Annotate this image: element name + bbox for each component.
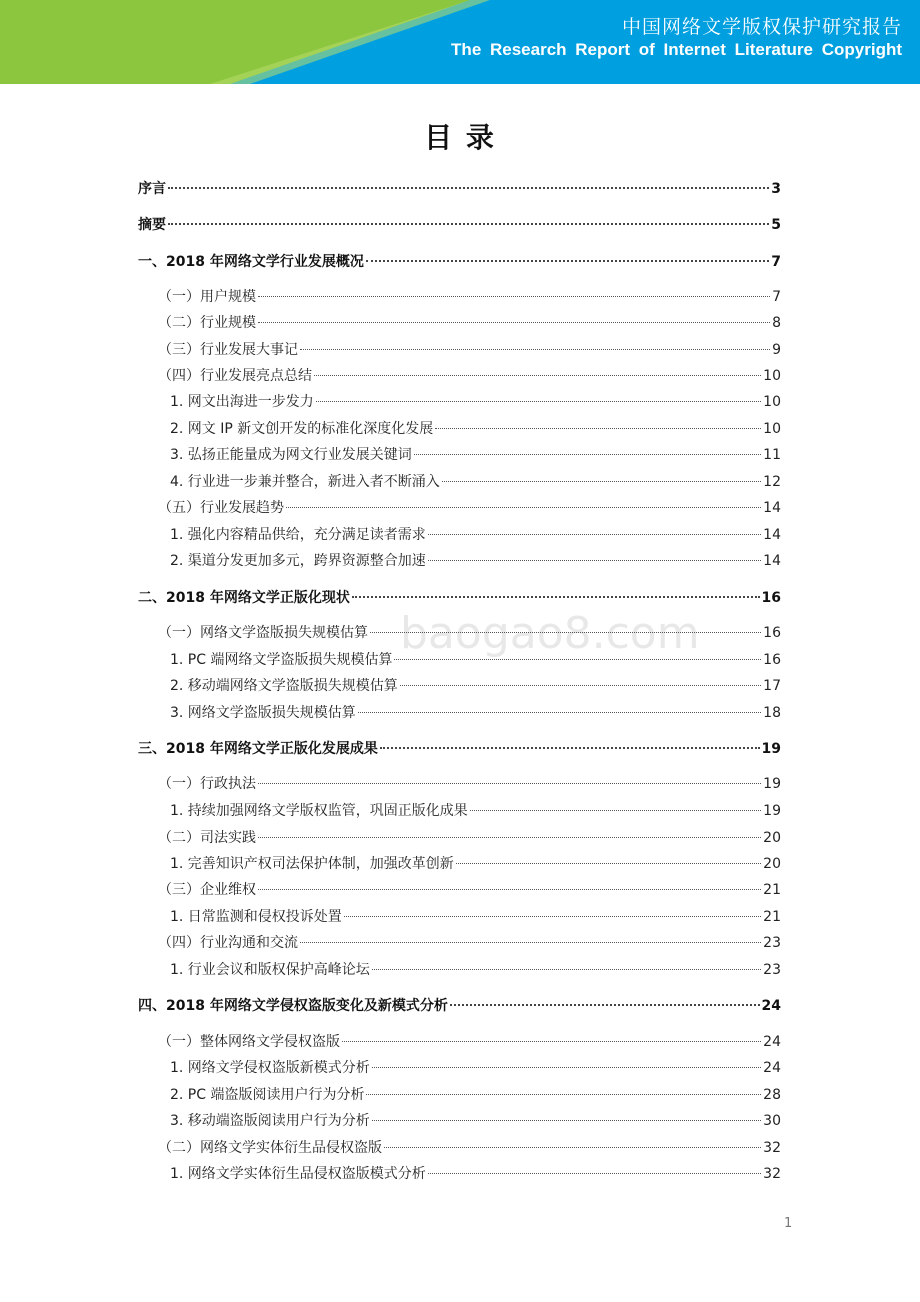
toc-page-number: 8 [772, 315, 781, 331]
toc-title: 二、2018 年网络文学正版化现状 [138, 590, 350, 606]
toc-page-number: 14 [763, 527, 781, 543]
toc-title: （二）司法实践 [158, 830, 256, 846]
toc-title: 一、2018 年网络文学行业发展概况 [138, 254, 364, 270]
toc-leader [352, 595, 760, 598]
toc-page-number: 19 [763, 776, 781, 792]
toc-page-number: 24 [763, 1034, 781, 1050]
toc-item[interactable] [170, 649, 781, 669]
toc-subsection[interactable] [158, 827, 781, 847]
toc-leader [372, 1066, 761, 1068]
toc-leader [300, 348, 770, 350]
toc-page-number: 23 [763, 962, 781, 978]
toc-page-number: 19 [761, 741, 781, 757]
toc-page-number: 16 [763, 625, 781, 641]
toc-title: 序言 [138, 181, 166, 197]
toc-leader [428, 559, 761, 561]
toc-title: 1. 强化内容精品供给，充分满足读者需求 [170, 527, 426, 543]
toc-leader [344, 915, 761, 917]
toc-page-number: 20 [763, 830, 781, 846]
toc-title: 三、2018 年网络文学正版化发展成果 [138, 741, 378, 757]
toc-item[interactable] [170, 959, 781, 979]
toc-leader [380, 746, 760, 749]
toc-leader [428, 533, 761, 535]
toc-title: （二）行业规模 [158, 315, 256, 331]
toc-leader [300, 941, 761, 943]
toc-leader [358, 711, 761, 713]
toc-page-number: 10 [763, 421, 781, 437]
toc-page-number: 21 [763, 909, 781, 925]
toc-page-number: 10 [763, 368, 781, 384]
toc-title: 1. 网文出海进一步发力 [170, 394, 314, 410]
toc-title: 摘要 [138, 217, 166, 233]
toc-title: 1. 网络文学实体衍生品侵权盗版模式分析 [170, 1166, 426, 1182]
page-title: 目 录 [424, 121, 496, 154]
toc-title: 1. 日常监测和侵权投诉处置 [170, 909, 342, 925]
toc-page-number: 3 [771, 181, 781, 197]
header-title-cn: 中国网络文学版权保护研究报告 [621, 16, 902, 38]
toc-page-number: 20 [763, 856, 781, 872]
toc-page-number: 32 [763, 1166, 781, 1182]
toc-leader [168, 186, 769, 189]
toc-subsection[interactable] [158, 773, 781, 793]
toc-title: （三）行业发展大事记 [158, 342, 298, 358]
toc-subsection[interactable] [158, 339, 781, 359]
toc-section[interactable] [138, 251, 781, 271]
toc-leader [470, 809, 761, 811]
toc-page-number: 11 [763, 447, 781, 463]
toc-subsection[interactable] [158, 312, 781, 332]
toc-leader [428, 1172, 761, 1174]
toc-title: 四、2018 年网络文学侵权盗版变化及新模式分析 [138, 998, 448, 1014]
toc-title: （四）行业发展亮点总结 [158, 368, 312, 384]
toc-leader [384, 1146, 761, 1148]
toc-page-number: 10 [763, 394, 781, 410]
toc-page-number: 30 [763, 1113, 781, 1129]
toc-leader [258, 321, 770, 323]
toc-title: （四）行业沟通和交流 [158, 935, 298, 951]
toc-item[interactable] [170, 1084, 781, 1104]
toc-section[interactable] [138, 214, 781, 234]
toc-title: （一）用户规模 [158, 289, 256, 305]
toc-title: 1. 行业会议和版权保护高峰论坛 [170, 962, 370, 978]
toc-item[interactable] [170, 524, 781, 544]
toc-page-number: 19 [763, 803, 781, 819]
toc-leader [286, 506, 761, 508]
toc-section[interactable] [138, 587, 781, 607]
toc-subsection[interactable] [158, 365, 781, 385]
toc-section[interactable] [138, 738, 781, 758]
toc-page-number: 14 [763, 500, 781, 516]
toc-item[interactable] [170, 1163, 781, 1183]
toc-title: 2. PC 端盗版阅读用户行为分析 [170, 1087, 365, 1103]
toc-leader [442, 480, 761, 482]
toc-page-number: 17 [763, 678, 781, 694]
toc-page-number: 24 [761, 998, 781, 1014]
toc-leader [258, 836, 761, 838]
toc-subsection[interactable] [158, 622, 781, 642]
toc-item[interactable] [170, 471, 781, 491]
toc-leader [394, 658, 761, 660]
toc-title: （三）企业维权 [158, 882, 256, 898]
toc-item[interactable] [170, 702, 781, 722]
toc-page-number: 18 [763, 705, 781, 721]
toc-page-number: 12 [763, 474, 781, 490]
toc-item[interactable] [170, 675, 781, 695]
toc-section[interactable] [138, 178, 781, 198]
toc-page-number: 16 [761, 590, 781, 606]
toc-leader [372, 968, 761, 970]
toc-page-number: 28 [763, 1087, 781, 1103]
toc-leader [258, 295, 770, 297]
toc-leader [258, 888, 761, 890]
toc-title: 3. 移动端盗版阅读用户行为分析 [170, 1113, 370, 1129]
toc-leader [370, 631, 761, 633]
toc-item[interactable] [170, 550, 781, 570]
toc-title: 1. 网络文学侵权盗版新模式分析 [170, 1060, 370, 1076]
toc-title: 2. 移动端网络文学盗版损失规模估算 [170, 678, 398, 694]
toc-title: （一）行政执法 [158, 776, 256, 792]
toc-subsection[interactable] [158, 497, 781, 517]
toc-leader [456, 862, 761, 864]
toc-leader [342, 1040, 761, 1042]
toc-item[interactable] [170, 1110, 781, 1130]
toc-item[interactable] [170, 1057, 781, 1077]
toc-page-number: 32 [763, 1140, 781, 1156]
toc-title: 3. 弘扬正能量成为网文行业发展关键词 [170, 447, 412, 463]
toc-page-number: 24 [763, 1060, 781, 1076]
toc-leader [400, 684, 761, 686]
toc-subsection[interactable] [158, 932, 781, 952]
toc-section[interactable] [138, 995, 781, 1015]
toc-item[interactable] [170, 444, 781, 464]
toc-subsection[interactable] [158, 286, 781, 306]
toc-page-number: 14 [763, 553, 781, 569]
toc-leader [435, 427, 761, 429]
toc-title: 1. 持续加强网络文学版权监管，巩固正版化成果 [170, 803, 468, 819]
toc-item[interactable] [170, 853, 781, 873]
toc-page-number: 16 [763, 652, 781, 668]
toc-leader [414, 453, 761, 455]
toc-leader [258, 782, 761, 784]
toc-leader [366, 259, 769, 262]
toc-subsection[interactable] [158, 1137, 781, 1157]
page-number: 1 [784, 1216, 793, 1231]
toc-subsection[interactable] [158, 879, 781, 899]
toc-title: （一）网络文学盗版损失规模估算 [158, 625, 368, 641]
toc-page-number: 23 [763, 935, 781, 951]
toc-item[interactable] [170, 906, 781, 926]
toc-page-number: 7 [771, 254, 781, 270]
toc-item[interactable] [170, 391, 781, 411]
toc-title: （二）网络文学实体衍生品侵权盗版 [158, 1140, 382, 1156]
toc-page-number: 9 [772, 342, 781, 358]
toc-title: 3. 网络文学盗版损失规模估算 [170, 705, 356, 721]
toc-page-number: 5 [771, 217, 781, 233]
toc-leader [366, 1093, 761, 1095]
toc-title: 1. PC 端网络文学盗版损失规模估算 [170, 652, 393, 668]
toc-leader [372, 1119, 761, 1121]
toc-title: （五）行业发展趋势 [158, 500, 284, 516]
header-title-en: The Research Report of Internet Literature Copyright [451, 40, 902, 59]
toc-title: 1. 完善知识产权司法保护体制，加强改革创新 [170, 856, 454, 872]
toc-page-number: 21 [763, 882, 781, 898]
toc-title: 4. 行业进一步兼并整合，新进入者不断涌入 [170, 474, 440, 490]
toc-title: 2. 渠道分发更加多元，跨界资源整合加速 [170, 553, 426, 569]
toc-item[interactable] [170, 418, 781, 438]
toc-title: 2. 网文 IP 新文创开发的标准化深度化发展 [170, 421, 434, 437]
toc-leader [168, 222, 769, 225]
toc-leader [314, 374, 761, 376]
toc-page-number: 7 [772, 289, 781, 305]
watermark: baogao8.com [400, 608, 700, 659]
toc-leader [316, 400, 761, 402]
toc-title: （一）整体网络文学侵权盗版 [158, 1034, 340, 1050]
toc-item[interactable] [170, 800, 781, 820]
toc-leader [450, 1003, 760, 1006]
toc-subsection[interactable] [158, 1031, 781, 1051]
